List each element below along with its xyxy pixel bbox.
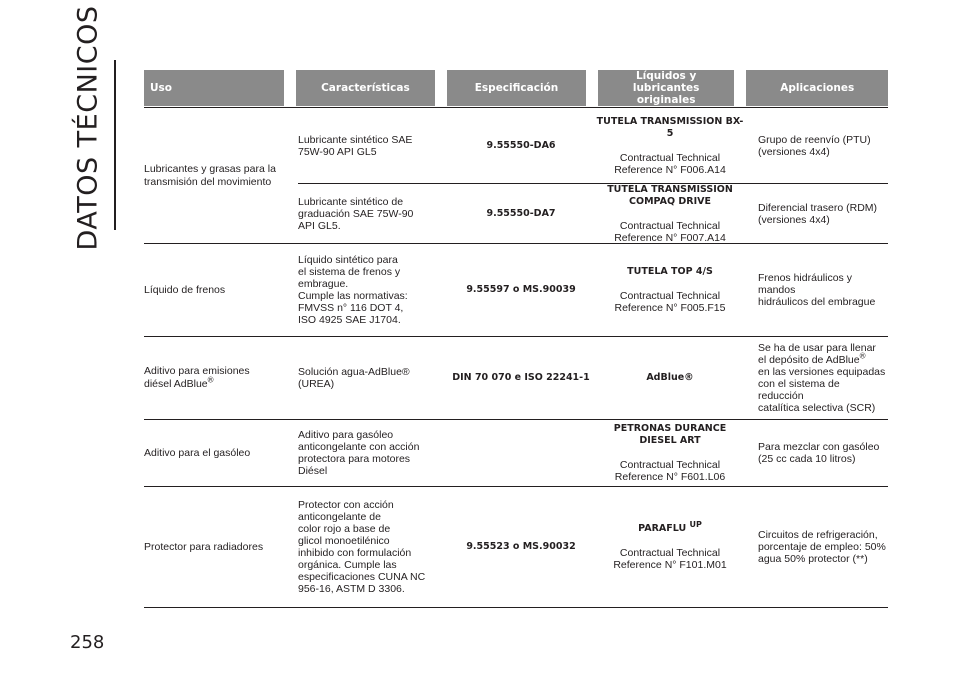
table-subrow xyxy=(298,420,888,486)
table-subrow xyxy=(298,183,888,243)
use-cell xyxy=(144,244,298,336)
fluid-cell xyxy=(590,411,750,495)
fluids-table xyxy=(144,70,888,608)
subrows xyxy=(298,487,888,607)
characteristics-cell: Protector con acción anticongelante de color rojo a base de glicol monoetilénico inhibido con formulación orgánica. Cumple las especificaciones CUNA NC 956-16, ASTM D 3306. xyxy=(298,499,426,595)
application-cell xyxy=(750,342,888,414)
specification-cell: 9.55523 o MS.90032 xyxy=(466,541,576,552)
header-characteristics: Características xyxy=(296,70,436,106)
fluid-reference: Contractual Technical Reference N° F005.F15 xyxy=(614,290,726,314)
registered-mark: ® xyxy=(859,351,866,361)
page-number: 258 xyxy=(70,632,105,653)
fluid-reference: Contractual Technical Reference N° F101.M01 xyxy=(613,547,727,571)
specification-cell: 9.55550-DA7 xyxy=(486,207,556,219)
fluid-name: TUTELA TRANSMISSION COMPAQ DRIVE xyxy=(607,183,733,207)
fluid-cell xyxy=(590,172,750,256)
table-subrow xyxy=(298,244,888,336)
specification-cell: 9.55550-DA6 xyxy=(486,139,556,151)
section-title: DATOS TÉCNICOS xyxy=(72,5,104,251)
use-text: Aditivo para el gasóleo xyxy=(144,446,251,459)
table-header xyxy=(144,70,888,106)
application-cell: Grupo de reenvío (PTU) (versiones 4x4) xyxy=(758,133,871,158)
application-cell: Diferencial trasero (RDM) (versiones 4x4) xyxy=(758,201,878,226)
fluid-name: TUTELA TRANSMISSION BX-5 xyxy=(596,115,744,139)
subrows xyxy=(298,244,888,336)
characteristics-cell: Aditivo para gasóleo anticongelante con acción protectora para motores Diésel xyxy=(298,429,420,477)
use-text: Protector para radiadores xyxy=(144,540,264,553)
fluid-reference: Contractual Technical Reference N° F006.A14 xyxy=(614,151,726,176)
fluid-name: TUTELA TOP 4/S xyxy=(627,266,713,277)
fluid-cell xyxy=(590,360,750,396)
application-cell: Para mezclar con gasóleo (25 cc cada 10 litros) xyxy=(758,441,880,465)
application-cell: Circuitos de refrigeración, porcentaje de empleo: 50% agua 50% protector (**) xyxy=(758,529,886,565)
application-text: Se ha de usar para llenar el depósito de AdBlue xyxy=(758,342,876,366)
table-row xyxy=(144,244,888,337)
specification-cell: DIN 70 070 e ISO 22241-1 xyxy=(452,372,590,383)
use-text: Líquido de frenos xyxy=(144,283,226,296)
characteristics-cell: Lubricante sintético de graduación SAE 75W-90 API GL5. xyxy=(298,195,414,232)
use-text: Aditivo para emisiones diésel AdBlue xyxy=(144,365,250,390)
subrows xyxy=(298,337,888,419)
table-row xyxy=(144,420,888,487)
characteristics-cell: Solución agua-AdBlue® (UREA) xyxy=(298,366,410,390)
use-cell xyxy=(144,487,298,607)
header-use: Uso xyxy=(144,70,284,106)
fluid-name-sup: UP xyxy=(689,519,702,529)
application-cell: Frenos hidráulicos y mandos hidráulicos del embrague xyxy=(758,272,876,308)
fluid-name: PETRONAS DURANCE DIESEL ART xyxy=(613,423,727,446)
characteristics-cell: Líquido sintético para el sistema de frenos y embrague. Cumple las normativas: FMVSS n° 116 DOT 4, ISO 4925 SAE J1704. xyxy=(298,254,408,326)
table-subrow xyxy=(298,337,888,419)
registered-mark: ® xyxy=(207,375,214,385)
use-cell xyxy=(144,420,298,486)
table-row xyxy=(144,337,888,420)
use-text: Lubricantes y grasas para la transmisión del movimiento xyxy=(144,162,276,188)
header-applications: Aplicaciones xyxy=(746,70,888,106)
fluid-name-text: PARAFLU xyxy=(638,523,687,534)
specification-cell: 9.55597 o MS.90039 xyxy=(466,284,576,295)
subrows xyxy=(298,108,888,243)
fluid-name xyxy=(594,519,746,535)
header-specification: Especificación xyxy=(447,70,586,106)
fluid-name: AdBlue® xyxy=(646,372,694,383)
table-row xyxy=(144,487,888,608)
fluid-cell xyxy=(590,254,750,326)
use-cell xyxy=(144,337,298,419)
characteristics-cell: Lubricante sintético SAE 75W-90 API GL5 xyxy=(298,133,413,158)
application-text-tail: en las versiones equipadas con el sistema de reducción catalítica selectiva (SCR) xyxy=(758,366,886,414)
section-rule xyxy=(114,60,116,230)
table-subrow xyxy=(298,487,888,607)
fluid-reference: Contractual Technical Reference N° F007.A14 xyxy=(614,219,726,244)
use-cell xyxy=(144,108,298,243)
header-fluids: Líquidos y lubricantes originales xyxy=(598,70,735,106)
table-row xyxy=(144,108,888,244)
fluid-reference: Contractual Technical Reference N° F601.L06 xyxy=(614,459,726,483)
fluid-cell xyxy=(590,511,750,583)
subrows xyxy=(298,420,888,486)
